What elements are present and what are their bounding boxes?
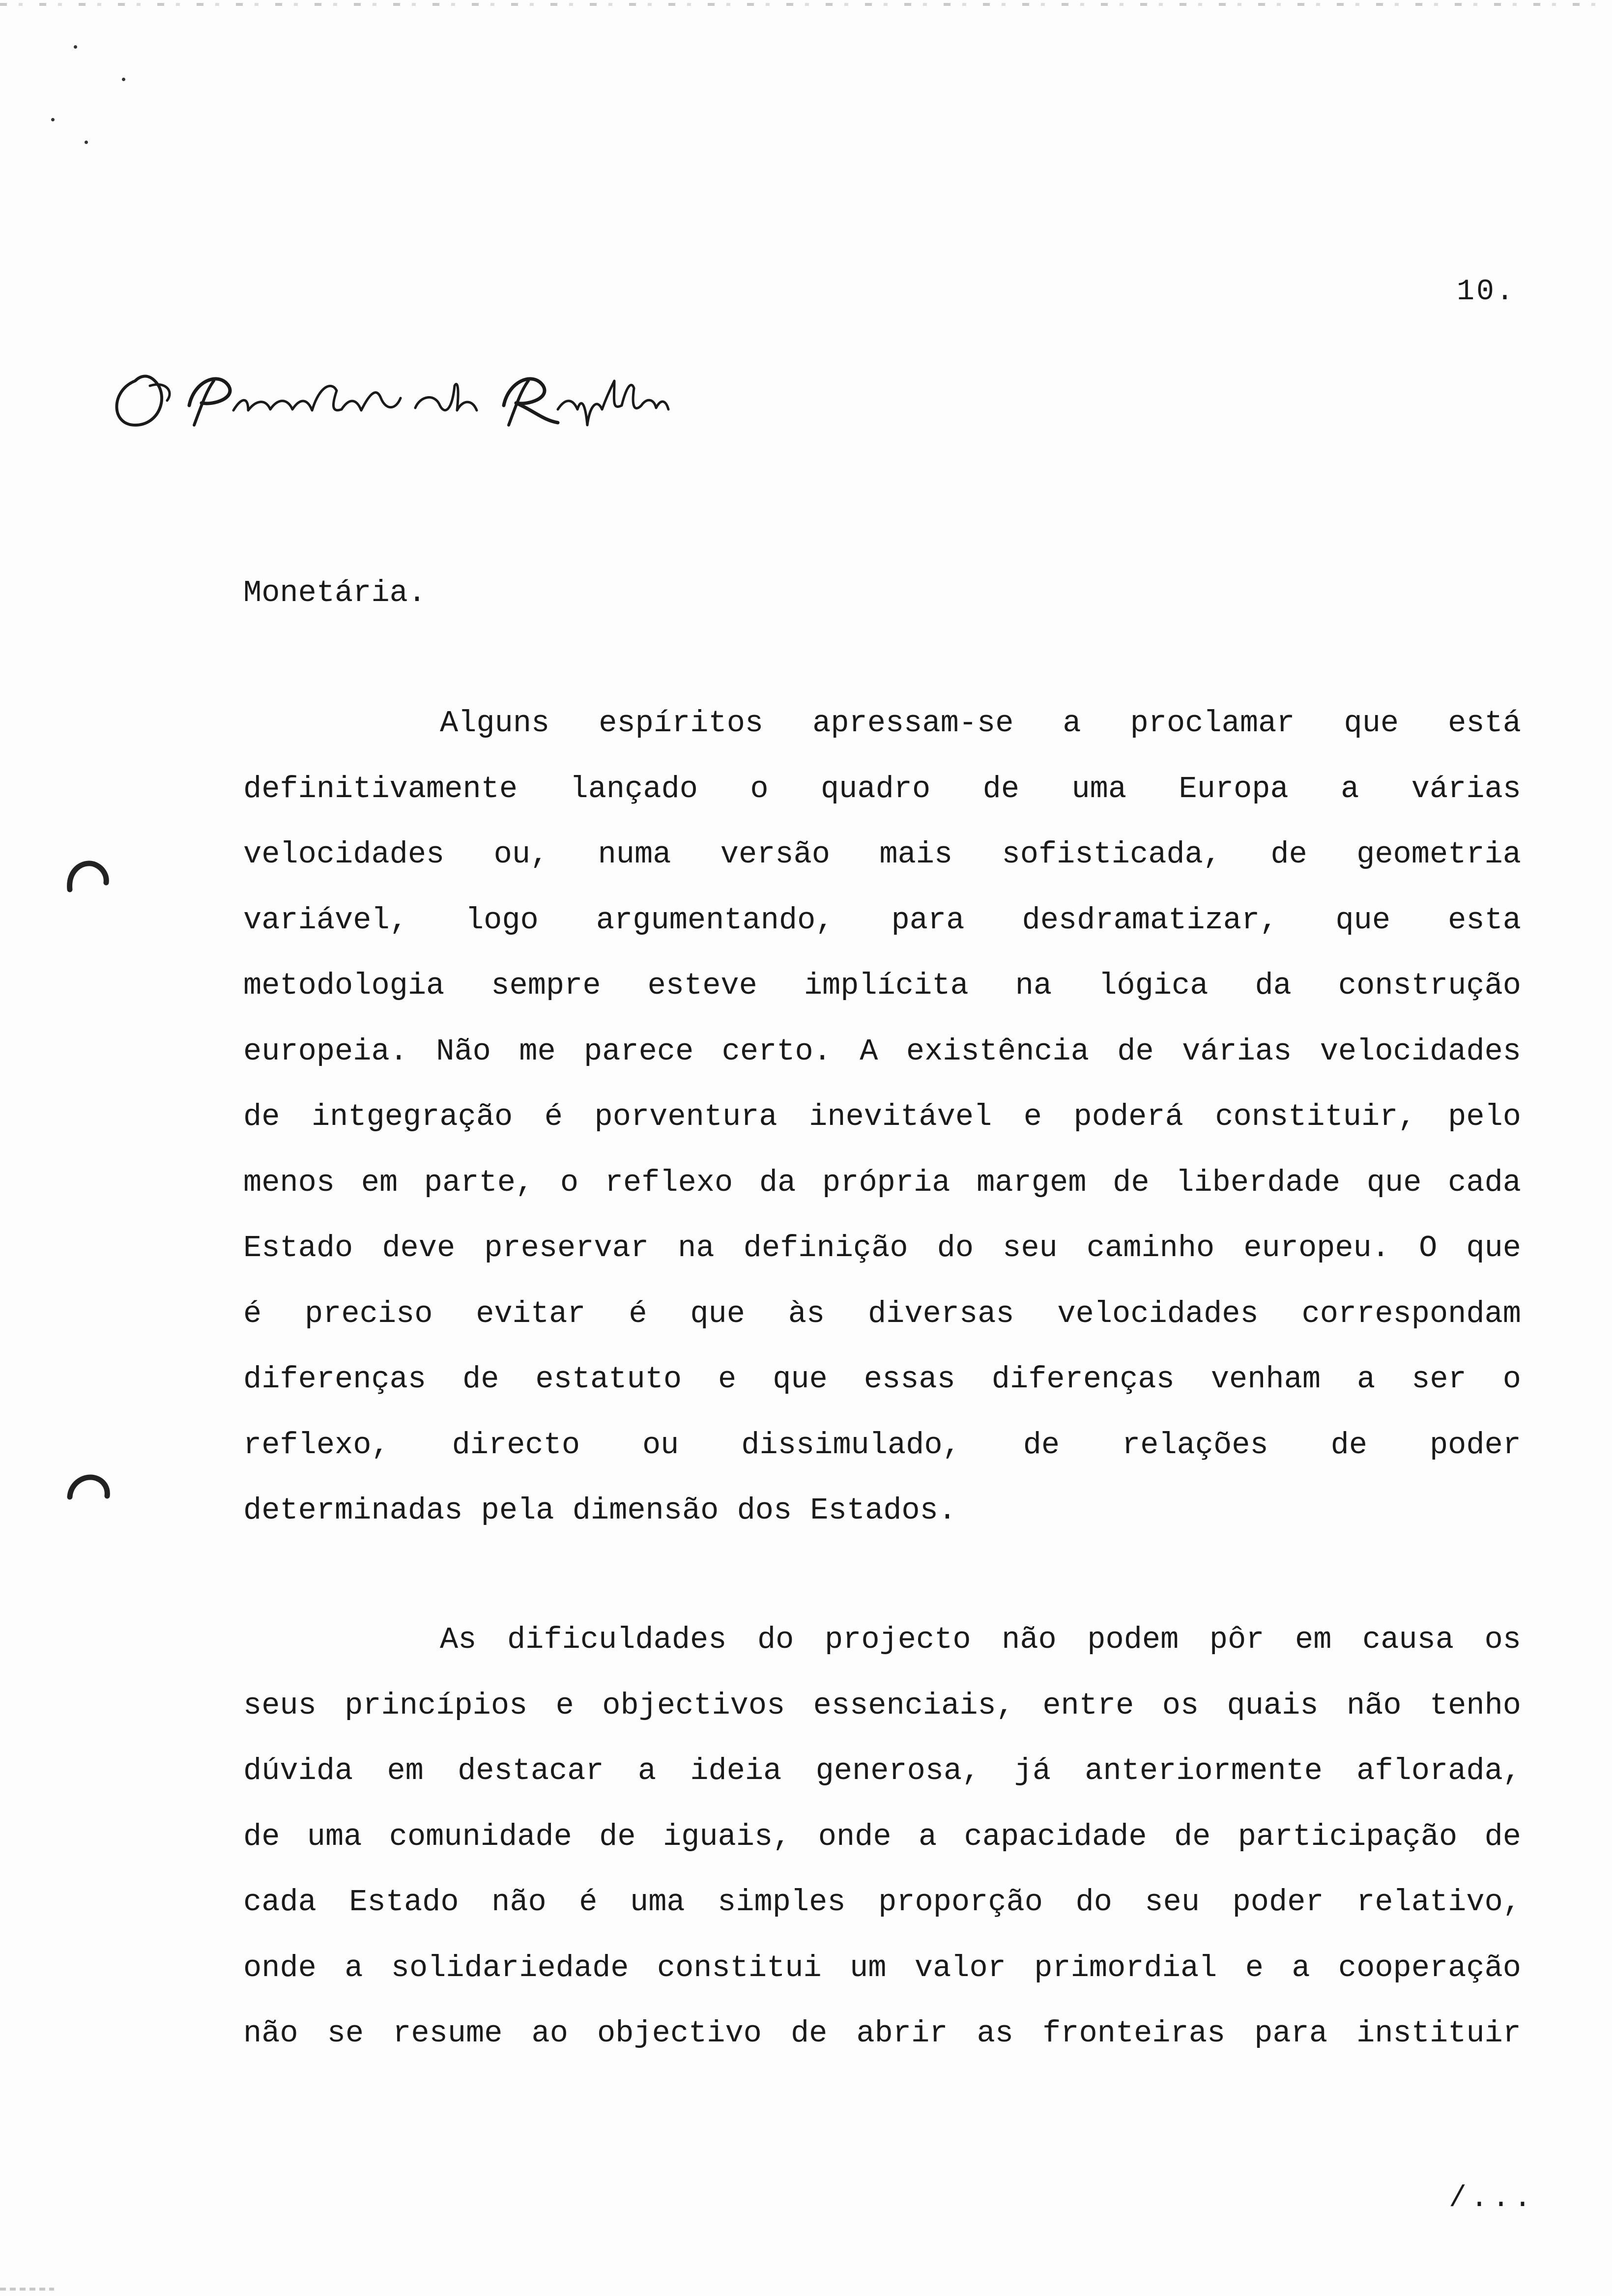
text-line: diferenças de estatuto e que essas diferenças venham a ser o	[243, 1362, 1521, 1397]
text-line: Estado deve preservar na definição do seu caminho europeu. O que	[243, 1231, 1521, 1265]
text-line: é preciso evitar é que às diversas velocidades correspondam	[243, 1296, 1521, 1331]
letterhead-script-logo	[101, 351, 671, 435]
text-line: variável, logo argumentando, para desdramatizar, que esta	[243, 902, 1521, 938]
paragraph-1	[243, 560, 1521, 626]
text-line: não se resume ao objectivo de abrir as fronteiras para instituir	[243, 2016, 1521, 2051]
text-line: Alguns espíritos apressam-se a proclamar que está	[440, 706, 1521, 741]
paragraph-3	[243, 1607, 1521, 2066]
text-line: de uma comunidade de iguais, onde a capacidade de participação de	[243, 1819, 1521, 1854]
text-line: dúvida em destacar a ideia generosa, já anteriormente aflorada,	[243, 1753, 1521, 1788]
paragraph-2	[243, 690, 1521, 1544]
scan-edge-bottom	[0, 2288, 54, 2291]
punch-hole-mark	[63, 855, 110, 902]
text-line: definitivamente lançado o quadro de uma Europa a várias	[243, 771, 1521, 806]
text-line: velocidades ou, numa versão mais sofisticada, de geometria	[243, 837, 1521, 872]
text-line: onde a solidariedade constitui um valor primordial e a cooperação	[243, 1950, 1521, 1985]
text-line: de intgegração é porventura inevitável e poderá constituir, pelo	[243, 1099, 1521, 1134]
scan-edge-top	[0, 3, 1612, 6]
scan-speck	[122, 78, 125, 81]
continuation-mark: /...	[1449, 2182, 1536, 2215]
scan-speck	[85, 141, 88, 144]
scan-speck	[74, 45, 77, 49]
text-line: metodologia sempre esteve implícita na lógica da construção	[243, 968, 1521, 1003]
text-line: cada Estado não é uma simples proporção do seu poder relativo,	[243, 1885, 1521, 1920]
text-line: seus princípios e objectivos essenciais, entre os quais não tenho	[243, 1688, 1521, 1723]
text-line: As dificuldades do projecto não podem pôr em causa os	[440, 1622, 1521, 1657]
punch-hole-mark	[64, 1469, 111, 1517]
text-line: europeia. Não me parece certo. A existência de várias velocidades	[243, 1033, 1521, 1069]
text-line: reflexo, directo ou dissimulado, de relações de poder	[243, 1427, 1521, 1463]
text-line: determinadas pela dimensão dos Estados.	[243, 1493, 957, 1528]
scan-speck	[51, 118, 55, 121]
text-line: menos em parte, o reflexo da própria margem de liberdade que cada	[243, 1165, 1521, 1200]
text-line: Monetária.	[243, 575, 427, 610]
page-number: 10.	[1457, 275, 1516, 309]
